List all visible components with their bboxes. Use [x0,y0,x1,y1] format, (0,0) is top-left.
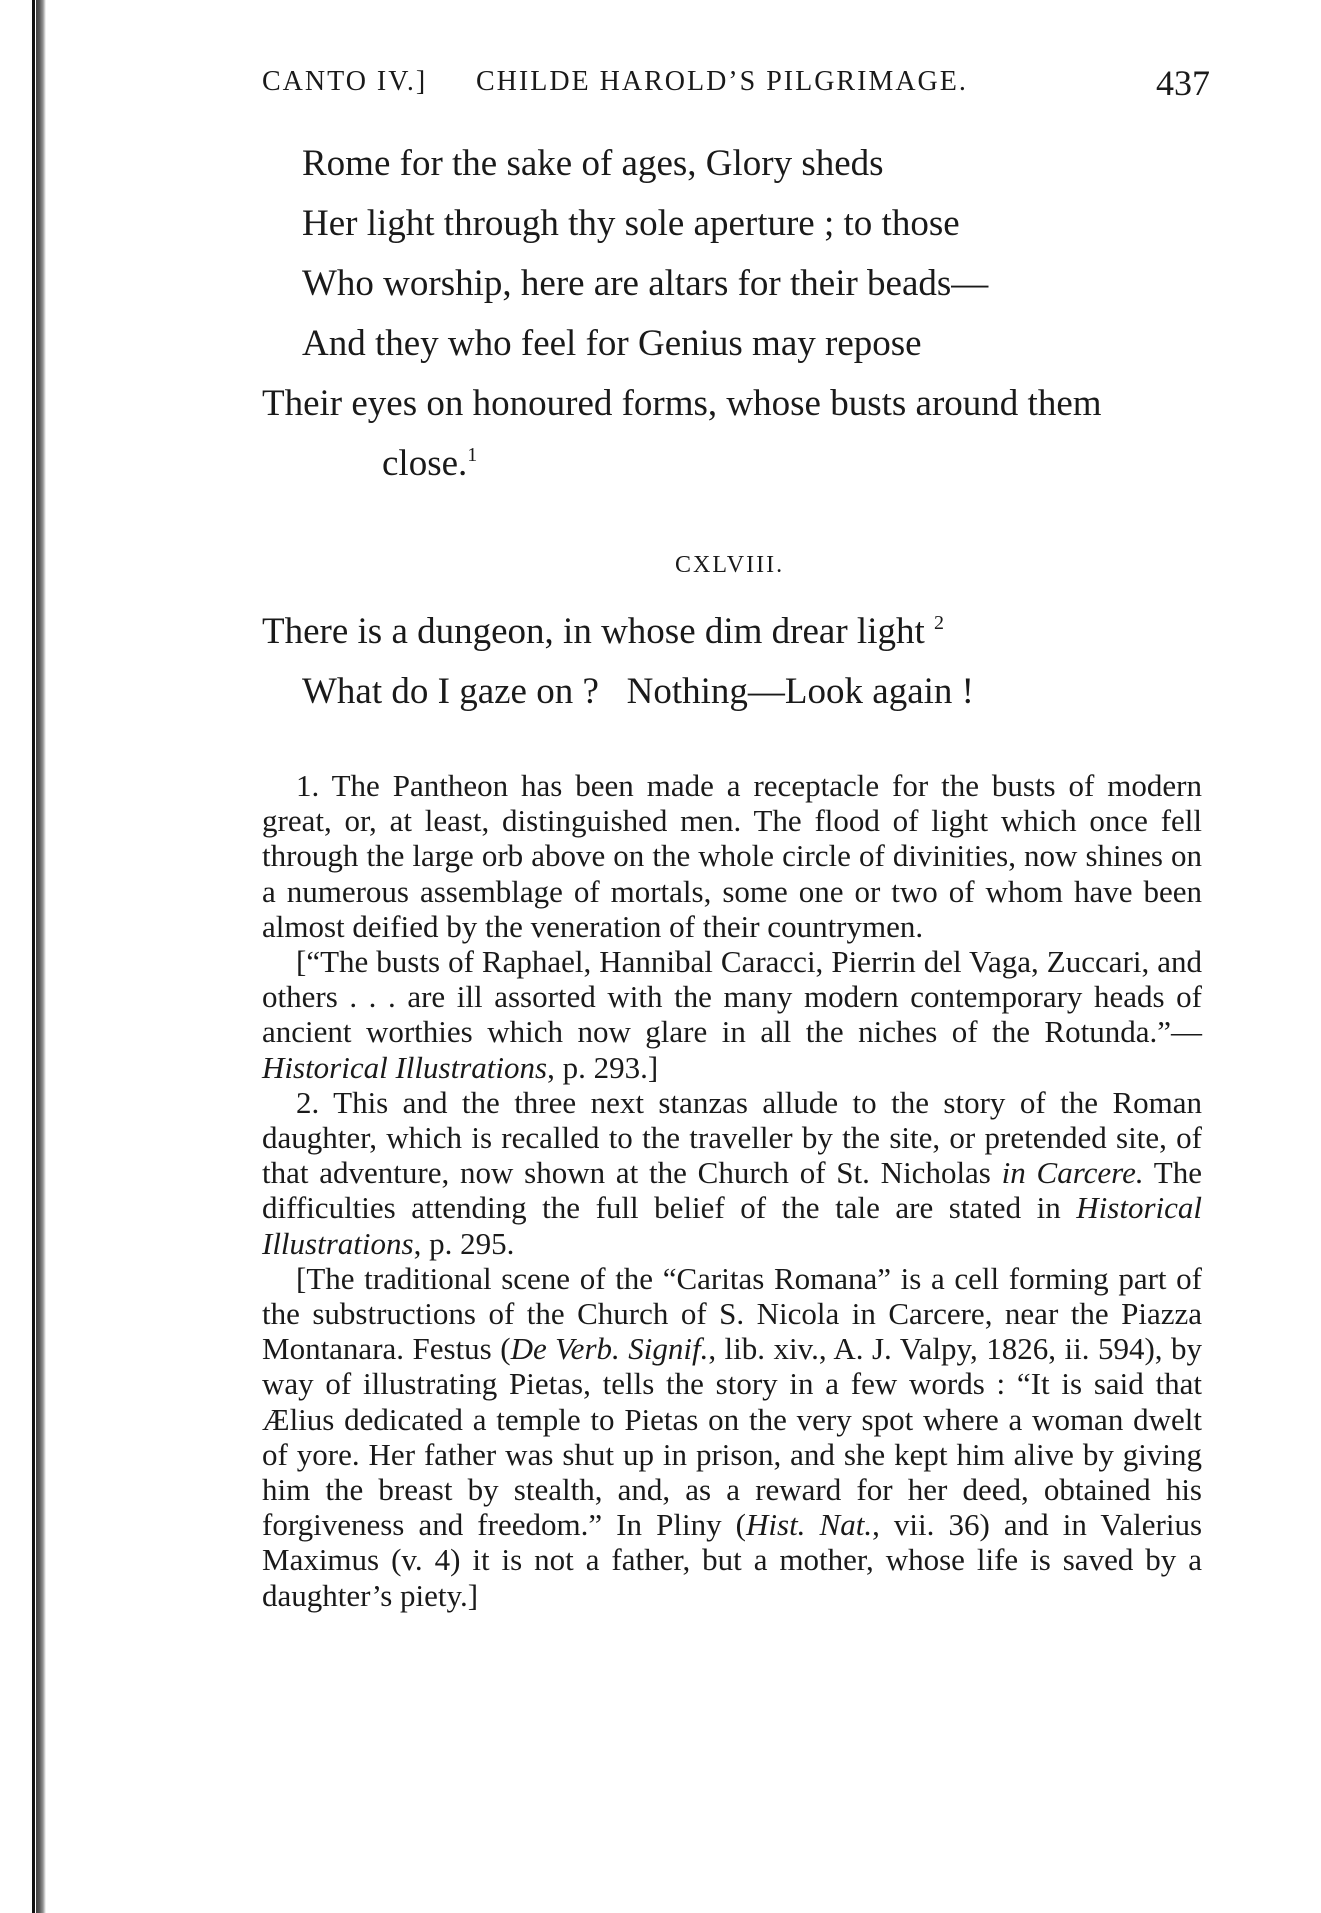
footnote-text: The difficulties attending the full belief of the tale are stated in [262,1155,1202,1226]
footnote-1: 1. The Pantheon has been made a receptacle for the busts of modern great, or, at least, distinguished men. The flood of light which once fell through the large orb above on the whole circle of divinities, now shines on a numerous assemblage of mortals, some one or two of whom have been almost deified by the veneration of their countrymen. [262,768,1202,944]
binding-edge [32,0,35,1913]
running-head-canto: CANTO IV.] [262,66,428,97]
footnotes [262,768,1202,1613]
citation-title: Historical Illustrations [262,1190,1202,1261]
running-head-title: CHILDE HAROLD’S PILGRIMAGE. [476,66,968,97]
footnote-2 [262,1085,1202,1261]
verse-line: Rome for the sake of ages, Glory sheds [302,143,884,184]
footnote-text: , lib. xiv., A. J. Valpy, 1826, ii. 594), by way of illustrating Pietas, tells the story in a few words : “It is said that Ælius dedicated a temple to Pietas on the very spot where a woman dwelt of yore. Her father was shut up in prison, and she kept him alive by giving him the breast by stealth, and, as a reward for her deed, obtained his forgiveness and freedom.” In Pliny ( [262,1331,1202,1543]
footnote-text: , p. 293.] [547,1049,659,1085]
running-head [262,63,1210,106]
verse-line-text: There is a dungeon, in whose dim drear light [262,611,925,652]
binding-shadow [36,0,46,1913]
footnote-2-addendum [262,1261,1202,1613]
verse-line: Their eyes on honoured forms, whose busts around them [262,383,1102,424]
verse-line-close [382,444,477,484]
footnote-text: , p. 295. [413,1225,515,1261]
citation-title: Historical Illustrations [262,1049,548,1085]
verse-line: And they who feel for Genius may repose [302,323,922,364]
footnote-1-addendum [262,944,1202,1085]
verse-line: Who worship, here are altars for their beads— [302,263,989,304]
verse-line: Her light through thy sole aperture ; to those [302,203,960,244]
citation-title: De Verb. Signif. [510,1331,709,1367]
footnote-text: [The traditional scene of the “Caritas Romana” is a cell forming part of the substructions of the Church of S. Nicola in Carcere, near the Piazza Montanara. Festus ( [262,1260,1202,1367]
footnote-text: [“The busts of Raphael, Hannibal Caracci, Pierrin del Vaga, Zuccari, and others . . . are ill assorted with the many modern contemporary heads of ancient worthies which now glare in all the niches of the Rotunda.”— [262,944,1202,1050]
verse-line: What do I gaze on ? Nothing—Look again ! [302,671,974,712]
verse-line [262,612,944,652]
citation-title: Hist. Nat. [746,1507,873,1543]
footnote-ref: 1 [467,444,478,466]
footnote-text: , vii. 36) and in Valerius Maximus (v. 4) it is not a father, but a mother, whose life is saved by a daughter’s piety.] [262,1507,1203,1613]
stanza-number: CXLVIII. [675,552,785,578]
verse-line-text: close. [382,443,468,484]
italic-phrase: in Carcere. [1001,1155,1144,1191]
footnote-text: 2. This and the three next stanzas allude to the story of the Roman daughter, which is recalled to the traveller by the site, or pretended site, of that adventure, now shown at the Church of St. Nicholas [262,1084,1202,1191]
footnote-ref: 2 [934,612,944,634]
page-number: 437 [1156,63,1210,103]
